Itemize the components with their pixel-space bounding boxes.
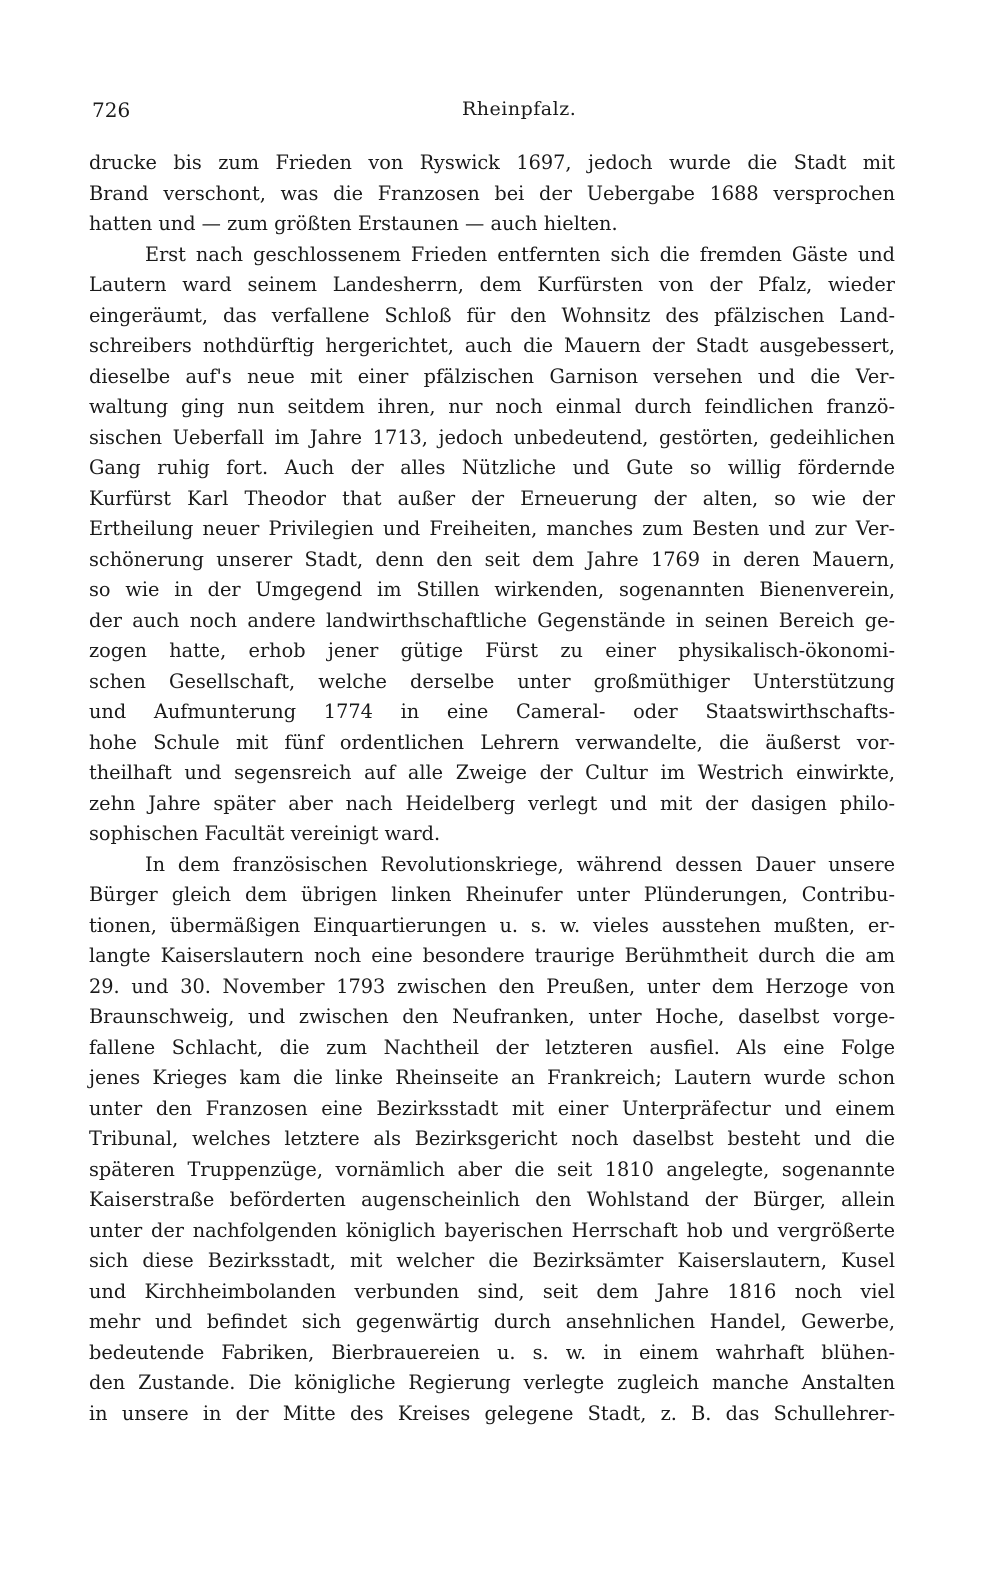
text-line: späteren Truppenzüge, vornämlich aber die seit 1810 angelegte, sogenannte — [89, 1157, 895, 1181]
text-line: In dem französischen Revolutionskriege, während dessen Dauer unsere — [145, 852, 895, 876]
text-line: hohe Schule mit fünf ordentlichen Lehrern verwandelte, die äußerst vor- — [89, 730, 895, 754]
text-line: zehn Jahre später aber nach Heidelberg verlegt und mit der dasigen philo- — [89, 791, 895, 815]
text-line: mehr und befindet sich gegenwärtig durch ansehnlichen Handel, Gewerbe, — [89, 1310, 895, 1333]
text-line: Tribunal, welches letztere als Bezirksgericht noch daselbst besteht und die — [89, 1127, 895, 1150]
text-line: Gang ruhig fort. Auch der alles Nützliche und Gute so willig fördernde — [89, 456, 895, 479]
text-line: schönerung unserer Stadt, denn den seit dem Jahre 1769 in deren Mauern, — [89, 547, 895, 571]
text-line: Erst nach geschlossenem Frieden entfernten sich die fremden Gäste und — [145, 242, 895, 266]
text-line: Kurfürst Karl Theodor that außer der Erneuerung der alten, so wie der — [89, 486, 895, 510]
text-line: langte Kaiserslautern noch eine besondere traurige Berühmtheit durch die am — [89, 944, 895, 967]
text-line: theilhaft und segensreich auf alle Zweige der Cultur im Westrich einwirkte, — [89, 761, 895, 784]
text-line: unter der nachfolgenden königlich bayerischen Herrschaft hob und vergrößerte — [89, 1218, 895, 1242]
text-line: eingeräumt, das verfallene Schloß für den Wohnsitz des pfälzischen Land- — [89, 303, 895, 327]
text-line: schen Gesellschaft, welche derselbe unter großmüthiger Unterstützung — [89, 669, 895, 693]
text-line: den Zustande. Die königliche Regierung verlegte zugleich manche Anstalten — [89, 1371, 895, 1394]
text-line: Brand verschont, was die Franzosen bei der Uebergabe 1688 versprochen — [89, 181, 895, 205]
text-line: zogen hatte, erhob jener gütige Fürst zu einer physikalisch-ökonomi- — [89, 639, 895, 662]
text-line: jenes Krieges kam die linke Rheinseite an Frankreich; Lautern wurde schon — [89, 1066, 895, 1089]
text-line: und Aufmunterung 1774 in eine Cameral- oder Staatswirthschafts- — [89, 700, 895, 723]
text-line: hatten und — zum größten Erstaunen — auch hielten. — [89, 212, 618, 235]
text-line: drucke bis zum Frieden von Ryswick 1697, jedoch wurde die Stadt mit — [89, 151, 895, 174]
text-line: waltung ging nun seitdem ihren, nur noch einmal durch feindlichen franzö- — [89, 395, 895, 418]
text-line: sischen Ueberfall im Jahre 1713, jedoch unbedeutend, gestörten, gedeihlichen — [89, 425, 895, 449]
text-line: 29. und 30. November 1793 zwischen den Preußen, unter dem Herzoge von — [89, 974, 895, 998]
text-line: fallene Schlacht, die zum Nachtheil der letzteren ausfiel. Als eine Folge — [89, 1035, 895, 1059]
text-line: Kaiserstraße beförderten augenscheinlich den Wohlstand der Bürger, allein — [89, 1188, 895, 1211]
text-line: tionen, übermäßigen Einquartierungen u. s. w. vieles ausstehen mußten, er- — [89, 913, 895, 937]
running-head: Rheinpfalz. — [462, 98, 577, 120]
text-line: unter den Franzosen eine Bezirksstadt mit einer Unterpräfectur und einem — [89, 1096, 895, 1120]
text-line: bedeutende Fabriken, Bierbrauereien u. s. w. in einem wahrhaft blühen- — [89, 1340, 895, 1364]
text-line: Lautern ward seinem Landesherrn, dem Kurfürsten von der Pfalz, wieder — [89, 273, 895, 296]
page-number: 726 — [92, 98, 131, 122]
body-text — [89, 148, 895, 1429]
text-line: so wie in der Umgegend im Stillen wirkenden, sogenannten Bienenverein, — [89, 578, 895, 601]
text-line: Bürger gleich dem übrigen linken Rheinufer unter Plünderungen, Contribu- — [89, 883, 895, 906]
text-line: dieselbe auf's neue mit einer pfälzischen Garnison versehen und die Ver- — [89, 364, 895, 388]
text-line: sich diese Bezirksstadt, mit welcher die Bezirksämter Kaiserslautern, Kusel — [89, 1249, 895, 1272]
text-line: schreibers nothdürftig hergerichtet, auch die Mauern der Stadt ausgebessert, — [89, 334, 895, 357]
text-line: Braunschweig, und zwischen den Neufranken, unter Hoche, daselbst vorge- — [89, 1005, 895, 1028]
text-line: in unsere in der Mitte des Kreises gelegene Stadt, z. B. das Schullehrer- — [89, 1401, 895, 1425]
text-line: und Kirchheimbolanden verbunden sind, seit dem Jahre 1816 noch viel — [89, 1279, 895, 1303]
text-line: sophischen Facultät vereinigt ward. — [89, 822, 441, 845]
text-line: Ertheilung neuer Privilegien und Freiheiten, manches zum Besten und zur Ver- — [89, 517, 895, 540]
page-header — [92, 98, 892, 134]
text-line: der auch noch andere landwirthschaftliche Gegenstände in seinen Bereich ge- — [89, 608, 895, 632]
